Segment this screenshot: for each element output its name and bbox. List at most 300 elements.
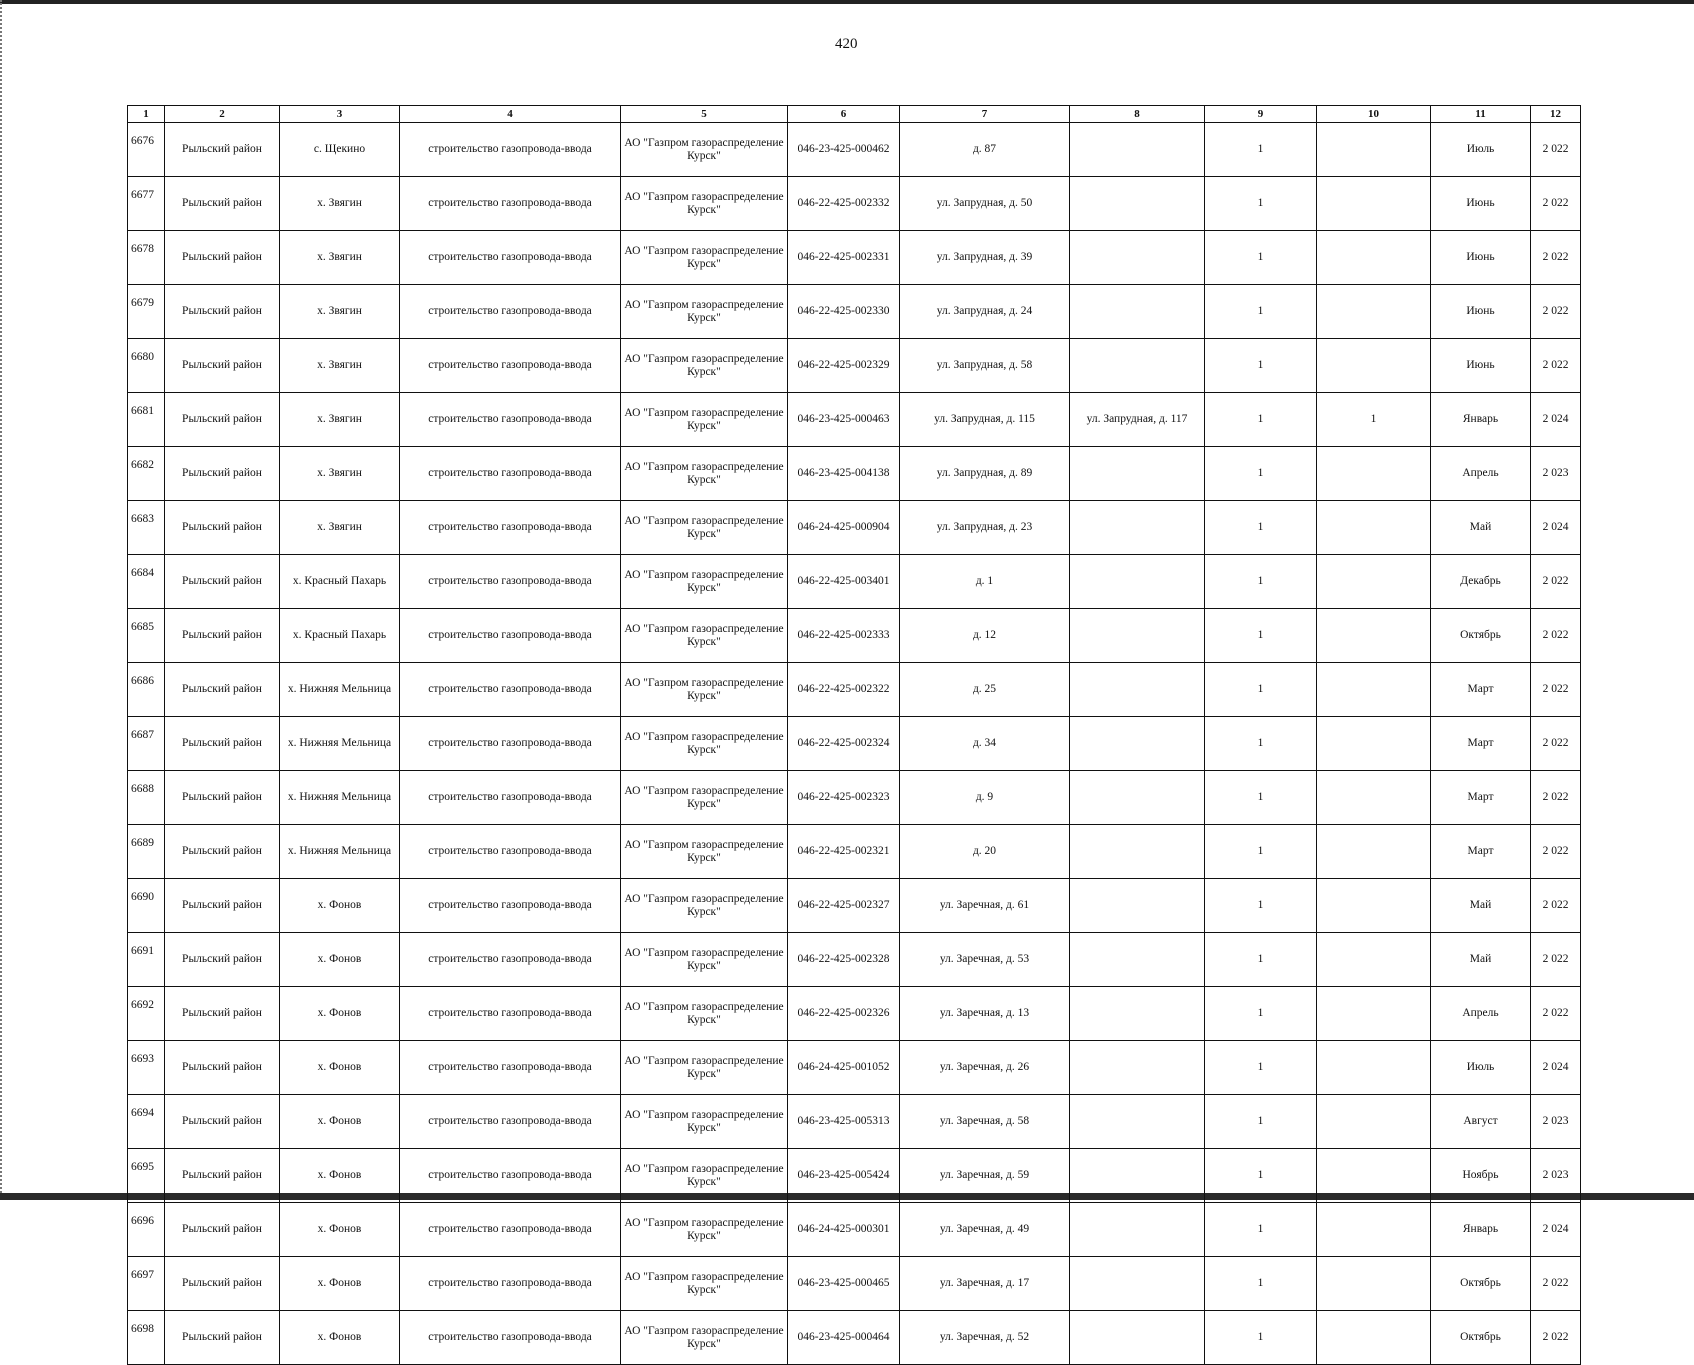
cell-month: Апрель [1431, 447, 1531, 501]
cell-count-9: 1 [1205, 555, 1317, 609]
cell-organization: АО "Газпром газораспределение Курск" [621, 663, 788, 717]
cell-month: Июль [1431, 1041, 1531, 1095]
cell-address-2 [1070, 609, 1205, 663]
cell-district: Рыльский район [165, 339, 280, 393]
cell-address: ул. Запрудная, д. 23 [900, 501, 1070, 555]
cell-year: 2 022 [1531, 825, 1581, 879]
cell-settlement: х. Звягин [280, 285, 400, 339]
cell-row-number: 6683 [128, 501, 165, 555]
cell-row-number: 6697 [128, 1257, 165, 1311]
cell-district: Рыльский район [165, 1149, 280, 1203]
cell-count-10 [1317, 555, 1431, 609]
cell-district: Рыльский район [165, 987, 280, 1041]
cell-count-10 [1317, 1311, 1431, 1365]
cell-work-type: строительство газопровода-ввода [400, 285, 621, 339]
cell-work-type: строительство газопровода-ввода [400, 609, 621, 663]
header-row [128, 106, 1581, 123]
cell-year: 2 022 [1531, 339, 1581, 393]
cell-settlement: х. Нижняя Мельница [280, 825, 400, 879]
cell-address: д. 1 [900, 555, 1070, 609]
cell-work-type: строительство газопровода-ввода [400, 231, 621, 285]
cell-code: 046-23-425-000462 [788, 123, 900, 177]
cell-district: Рыльский район [165, 609, 280, 663]
cell-count-9: 1 [1205, 1311, 1317, 1365]
cell-month: Май [1431, 501, 1531, 555]
cell-month: Июнь [1431, 339, 1531, 393]
cell-month: Август [1431, 1095, 1531, 1149]
cell-count-10 [1317, 879, 1431, 933]
cell-address-2 [1070, 447, 1205, 501]
cell-row-number: 6676 [128, 123, 165, 177]
cell-year: 2 022 [1531, 987, 1581, 1041]
cell-count-10 [1317, 339, 1431, 393]
cell-month: Март [1431, 663, 1531, 717]
cell-district: Рыльский район [165, 1203, 280, 1257]
cell-code: 046-23-425-005313 [788, 1095, 900, 1149]
cell-year: 2 022 [1531, 717, 1581, 771]
cell-year: 2 023 [1531, 1149, 1581, 1203]
cell-row-number: 6690 [128, 879, 165, 933]
cell-count-10 [1317, 771, 1431, 825]
cell-month: Июнь [1431, 177, 1531, 231]
cell-code: 046-23-425-000465 [788, 1257, 900, 1311]
table-row [128, 123, 1581, 177]
cell-count-9: 1 [1205, 339, 1317, 393]
cell-count-10 [1317, 501, 1431, 555]
cell-address-2 [1070, 1095, 1205, 1149]
cell-count-10 [1317, 663, 1431, 717]
table-row [128, 285, 1581, 339]
table-row [128, 1257, 1581, 1311]
cell-code: 046-23-425-000464 [788, 1311, 900, 1365]
cell-settlement: х. Фонов [280, 879, 400, 933]
cell-address: ул. Запрудная, д. 89 [900, 447, 1070, 501]
data-table [127, 105, 1581, 1365]
cell-code: 046-24-425-000301 [788, 1203, 900, 1257]
table-row [128, 339, 1581, 393]
cell-organization: АО "Газпром газораспределение Курск" [621, 285, 788, 339]
cell-district: Рыльский район [165, 285, 280, 339]
cell-count-10 [1317, 987, 1431, 1041]
cell-row-number: 6694 [128, 1095, 165, 1149]
cell-address-2 [1070, 1149, 1205, 1203]
cell-district: Рыльский район [165, 177, 280, 231]
cell-row-number: 6684 [128, 555, 165, 609]
table-row [128, 987, 1581, 1041]
cell-code: 046-22-425-002328 [788, 933, 900, 987]
cell-month: Май [1431, 879, 1531, 933]
table-row [128, 879, 1581, 933]
cell-count-10 [1317, 1041, 1431, 1095]
cell-address: ул. Заречная, д. 58 [900, 1095, 1070, 1149]
cell-district: Рыльский район [165, 771, 280, 825]
cell-work-type: строительство газопровода-ввода [400, 879, 621, 933]
cell-address-2: ул. Запрудная, д. 117 [1070, 393, 1205, 447]
cell-organization: АО "Газпром газораспределение Курск" [621, 339, 788, 393]
cell-month: Ноябрь [1431, 1149, 1531, 1203]
scan-edge-left [0, 0, 5, 1200]
cell-settlement: х. Фонов [280, 1257, 400, 1311]
cell-organization: АО "Газпром газораспределение Курск" [621, 177, 788, 231]
cell-address-2 [1070, 987, 1205, 1041]
cell-row-number: 6681 [128, 393, 165, 447]
cell-organization: АО "Газпром газораспределение Курск" [621, 879, 788, 933]
cell-address: д. 25 [900, 663, 1070, 717]
cell-row-number: 6677 [128, 177, 165, 231]
cell-row-number: 6695 [128, 1149, 165, 1203]
cell-work-type: строительство газопровода-ввода [400, 177, 621, 231]
cell-count-9: 1 [1205, 933, 1317, 987]
column-header-3: 3 [280, 106, 400, 123]
cell-organization: АО "Газпром газораспределение Курск" [621, 393, 788, 447]
cell-organization: АО "Газпром газораспределение Курск" [621, 555, 788, 609]
cell-address: ул. Заречная, д. 52 [900, 1311, 1070, 1365]
cell-count-10 [1317, 1149, 1431, 1203]
cell-district: Рыльский район [165, 717, 280, 771]
cell-year: 2 024 [1531, 1041, 1581, 1095]
cell-address-2 [1070, 285, 1205, 339]
cell-code: 046-23-425-005424 [788, 1149, 900, 1203]
cell-year: 2 022 [1531, 231, 1581, 285]
cell-address: ул. Запрудная, д. 115 [900, 393, 1070, 447]
cell-work-type: строительство газопровода-ввода [400, 555, 621, 609]
cell-organization: АО "Газпром газораспределение Курск" [621, 447, 788, 501]
cell-address: д. 34 [900, 717, 1070, 771]
cell-code: 046-22-425-002326 [788, 987, 900, 1041]
cell-count-9: 1 [1205, 825, 1317, 879]
cell-count-10 [1317, 717, 1431, 771]
column-header-12: 12 [1531, 106, 1581, 123]
cell-address: д. 87 [900, 123, 1070, 177]
table-row [128, 1149, 1581, 1203]
cell-year: 2 024 [1531, 393, 1581, 447]
cell-code: 046-22-425-002324 [788, 717, 900, 771]
cell-address: ул. Запрудная, д. 58 [900, 339, 1070, 393]
table-row [128, 663, 1581, 717]
table-body [128, 123, 1581, 1365]
cell-work-type: строительство газопровода-ввода [400, 501, 621, 555]
table-row [128, 393, 1581, 447]
cell-month: Май [1431, 933, 1531, 987]
cell-count-9: 1 [1205, 663, 1317, 717]
cell-year: 2 024 [1531, 501, 1581, 555]
cell-count-9: 1 [1205, 231, 1317, 285]
cell-organization: АО "Газпром газораспределение Курск" [621, 231, 788, 285]
cell-address: ул. Заречная, д. 53 [900, 933, 1070, 987]
column-header-2: 2 [165, 106, 280, 123]
cell-address: д. 9 [900, 771, 1070, 825]
cell-district: Рыльский район [165, 1095, 280, 1149]
cell-address-2 [1070, 1257, 1205, 1311]
cell-address-2 [1070, 663, 1205, 717]
cell-row-number: 6693 [128, 1041, 165, 1095]
cell-settlement: х. Красный Пахарь [280, 555, 400, 609]
cell-organization: АО "Газпром газораспределение Курск" [621, 825, 788, 879]
column-header-4: 4 [400, 106, 621, 123]
cell-settlement: х. Звягин [280, 501, 400, 555]
cell-count-9: 1 [1205, 987, 1317, 1041]
cell-row-number: 6689 [128, 825, 165, 879]
cell-month: Март [1431, 825, 1531, 879]
cell-count-9: 1 [1205, 177, 1317, 231]
cell-month: Октябрь [1431, 609, 1531, 663]
cell-address: ул. Заречная, д. 17 [900, 1257, 1070, 1311]
cell-year: 2 022 [1531, 771, 1581, 825]
table-row [128, 1041, 1581, 1095]
cell-year: 2 022 [1531, 123, 1581, 177]
cell-count-10 [1317, 825, 1431, 879]
cell-year: 2 022 [1531, 609, 1581, 663]
cell-organization: АО "Газпром газораспределение Курск" [621, 501, 788, 555]
cell-organization: АО "Газпром газораспределение Курск" [621, 1257, 788, 1311]
cell-count-9: 1 [1205, 123, 1317, 177]
cell-work-type: строительство газопровода-ввода [400, 339, 621, 393]
cell-month: Июнь [1431, 285, 1531, 339]
cell-row-number: 6682 [128, 447, 165, 501]
cell-count-10 [1317, 123, 1431, 177]
cell-count-10 [1317, 1257, 1431, 1311]
table-row [128, 231, 1581, 285]
cell-district: Рыльский район [165, 663, 280, 717]
cell-code: 046-22-425-002333 [788, 609, 900, 663]
cell-organization: АО "Газпром газораспределение Курск" [621, 1149, 788, 1203]
cell-work-type: строительство газопровода-ввода [400, 717, 621, 771]
table-row [128, 177, 1581, 231]
cell-work-type: строительство газопровода-ввода [400, 123, 621, 177]
cell-code: 046-24-425-000904 [788, 501, 900, 555]
cell-settlement: х. Нижняя Мельница [280, 717, 400, 771]
table-row [128, 771, 1581, 825]
cell-work-type: строительство газопровода-ввода [400, 933, 621, 987]
table-row [128, 1311, 1581, 1365]
cell-address: ул. Заречная, д. 49 [900, 1203, 1070, 1257]
cell-address-2 [1070, 339, 1205, 393]
cell-count-9: 1 [1205, 447, 1317, 501]
cell-settlement: х. Нижняя Мельница [280, 663, 400, 717]
cell-settlement: х. Звягин [280, 339, 400, 393]
cell-year: 2 022 [1531, 663, 1581, 717]
cell-count-9: 1 [1205, 879, 1317, 933]
cell-count-9: 1 [1205, 1203, 1317, 1257]
column-header-11: 11 [1431, 106, 1531, 123]
cell-settlement: х. Нижняя Мельница [280, 771, 400, 825]
cell-count-9: 1 [1205, 1149, 1317, 1203]
cell-organization: АО "Газпром газораспределение Курск" [621, 1041, 788, 1095]
cell-district: Рыльский район [165, 123, 280, 177]
cell-year: 2 022 [1531, 1257, 1581, 1311]
cell-code: 046-23-425-004138 [788, 447, 900, 501]
cell-count-9: 1 [1205, 393, 1317, 447]
cell-address-2 [1070, 501, 1205, 555]
cell-year: 2 022 [1531, 1311, 1581, 1365]
cell-year: 2 024 [1531, 1203, 1581, 1257]
cell-settlement: с. Щекино [280, 123, 400, 177]
cell-address-2 [1070, 717, 1205, 771]
cell-count-9: 1 [1205, 501, 1317, 555]
cell-month: Октябрь [1431, 1257, 1531, 1311]
table-row [128, 1203, 1581, 1257]
cell-organization: АО "Газпром газораспределение Курск" [621, 123, 788, 177]
cell-organization: АО "Газпром газораспределение Курск" [621, 609, 788, 663]
table-row [128, 825, 1581, 879]
cell-count-10 [1317, 231, 1431, 285]
cell-row-number: 6679 [128, 285, 165, 339]
column-header-10: 10 [1317, 106, 1431, 123]
cell-code: 046-22-425-002331 [788, 231, 900, 285]
cell-district: Рыльский район [165, 447, 280, 501]
cell-settlement: х. Фонов [280, 1311, 400, 1365]
cell-settlement: х. Фонов [280, 933, 400, 987]
cell-settlement: х. Фонов [280, 1203, 400, 1257]
cell-address-2 [1070, 879, 1205, 933]
cell-district: Рыльский район [165, 933, 280, 987]
cell-month: Июль [1431, 123, 1531, 177]
cell-work-type: строительство газопровода-ввода [400, 663, 621, 717]
column-header-5: 5 [621, 106, 788, 123]
cell-work-type: строительство газопровода-ввода [400, 447, 621, 501]
cell-organization: АО "Газпром газораспределение Курск" [621, 1311, 788, 1365]
cell-district: Рыльский район [165, 1041, 280, 1095]
table-row [128, 717, 1581, 771]
cell-address: ул. Запрудная, д. 39 [900, 231, 1070, 285]
cell-work-type: строительство газопровода-ввода [400, 1257, 621, 1311]
cell-row-number: 6698 [128, 1311, 165, 1365]
cell-code: 046-23-425-000463 [788, 393, 900, 447]
cell-address-2 [1070, 933, 1205, 987]
cell-month: Январь [1431, 1203, 1531, 1257]
cell-row-number: 6688 [128, 771, 165, 825]
column-header-9: 9 [1205, 106, 1317, 123]
cell-address-2 [1070, 771, 1205, 825]
cell-address: д. 20 [900, 825, 1070, 879]
cell-count-9: 1 [1205, 285, 1317, 339]
cell-organization: АО "Газпром газораспределение Курск" [621, 933, 788, 987]
cell-district: Рыльский район [165, 879, 280, 933]
cell-work-type: строительство газопровода-ввода [400, 825, 621, 879]
cell-row-number: 6692 [128, 987, 165, 1041]
cell-district: Рыльский район [165, 825, 280, 879]
table-row [128, 501, 1581, 555]
cell-organization: АО "Газпром газораспределение Курск" [621, 1095, 788, 1149]
cell-district: Рыльский район [165, 393, 280, 447]
cell-settlement: х. Звягин [280, 393, 400, 447]
cell-count-10 [1317, 1203, 1431, 1257]
cell-year: 2 022 [1531, 177, 1581, 231]
cell-count-10 [1317, 285, 1431, 339]
scan-edge-top [0, 0, 1694, 4]
table-row [128, 447, 1581, 501]
cell-row-number: 6680 [128, 339, 165, 393]
cell-month: Апрель [1431, 987, 1531, 1041]
cell-settlement: х. Звягин [280, 447, 400, 501]
cell-code: 046-22-425-003401 [788, 555, 900, 609]
cell-code: 046-22-425-002321 [788, 825, 900, 879]
cell-settlement: х. Фонов [280, 987, 400, 1041]
cell-count-9: 1 [1205, 609, 1317, 663]
cell-code: 046-24-425-001052 [788, 1041, 900, 1095]
cell-row-number: 6696 [128, 1203, 165, 1257]
cell-address: ул. Заречная, д. 59 [900, 1149, 1070, 1203]
cell-address: ул. Заречная, д. 13 [900, 987, 1070, 1041]
cell-year: 2 023 [1531, 1095, 1581, 1149]
cell-address: ул. Заречная, д. 61 [900, 879, 1070, 933]
cell-row-number: 6686 [128, 663, 165, 717]
cell-work-type: строительство газопровода-ввода [400, 1149, 621, 1203]
cell-code: 046-22-425-002327 [788, 879, 900, 933]
cell-work-type: строительство газопровода-ввода [400, 771, 621, 825]
cell-year: 2 022 [1531, 285, 1581, 339]
cell-count-10: 1 [1317, 393, 1431, 447]
cell-work-type: строительство газопровода-ввода [400, 1311, 621, 1365]
page-number: 420 [835, 36, 858, 52]
cell-count-9: 1 [1205, 1041, 1317, 1095]
column-header-1: 1 [128, 106, 165, 123]
cell-district: Рыльский район [165, 555, 280, 609]
column-header-6: 6 [788, 106, 900, 123]
column-header-8: 8 [1070, 106, 1205, 123]
cell-work-type: строительство газопровода-ввода [400, 1203, 621, 1257]
cell-month: Июнь [1431, 231, 1531, 285]
cell-address-2 [1070, 123, 1205, 177]
cell-code: 046-22-425-002322 [788, 663, 900, 717]
cell-count-10 [1317, 609, 1431, 663]
cell-count-10 [1317, 1095, 1431, 1149]
cell-address-2 [1070, 177, 1205, 231]
cell-district: Рыльский район [165, 501, 280, 555]
cell-row-number: 6687 [128, 717, 165, 771]
cell-count-10 [1317, 447, 1431, 501]
cell-district: Рыльский район [165, 1257, 280, 1311]
cell-code: 046-22-425-002332 [788, 177, 900, 231]
cell-count-9: 1 [1205, 771, 1317, 825]
cell-address-2 [1070, 231, 1205, 285]
cell-year: 2 023 [1531, 447, 1581, 501]
cell-settlement: х. Звягин [280, 177, 400, 231]
column-header-7: 7 [900, 106, 1070, 123]
cell-address-2 [1070, 1203, 1205, 1257]
cell-address-2 [1070, 555, 1205, 609]
cell-settlement: х. Фонов [280, 1149, 400, 1203]
cell-row-number: 6691 [128, 933, 165, 987]
cell-organization: АО "Газпром газораспределение Курск" [621, 987, 788, 1041]
cell-settlement: х. Фонов [280, 1095, 400, 1149]
cell-address-2 [1070, 1041, 1205, 1095]
cell-work-type: строительство газопровода-ввода [400, 1041, 621, 1095]
cell-month: Март [1431, 771, 1531, 825]
cell-address: ул. Запрудная, д. 50 [900, 177, 1070, 231]
cell-code: 046-22-425-002323 [788, 771, 900, 825]
cell-month: Октябрь [1431, 1311, 1531, 1365]
cell-address: ул. Запрудная, д. 24 [900, 285, 1070, 339]
cell-code: 046-22-425-002329 [788, 339, 900, 393]
cell-settlement: х. Красный Пахарь [280, 609, 400, 663]
cell-count-9: 1 [1205, 717, 1317, 771]
cell-year: 2 022 [1531, 933, 1581, 987]
cell-work-type: строительство газопровода-ввода [400, 987, 621, 1041]
cell-count-9: 1 [1205, 1257, 1317, 1311]
cell-address-2 [1070, 825, 1205, 879]
cell-work-type: строительство газопровода-ввода [400, 393, 621, 447]
table-row [128, 933, 1581, 987]
table-row [128, 609, 1581, 663]
cell-month: Январь [1431, 393, 1531, 447]
cell-row-number: 6678 [128, 231, 165, 285]
cell-month: Декабрь [1431, 555, 1531, 609]
cell-work-type: строительство газопровода-ввода [400, 1095, 621, 1149]
cell-organization: АО "Газпром газораспределение Курск" [621, 1203, 788, 1257]
cell-month: Март [1431, 717, 1531, 771]
cell-settlement: х. Звягин [280, 231, 400, 285]
